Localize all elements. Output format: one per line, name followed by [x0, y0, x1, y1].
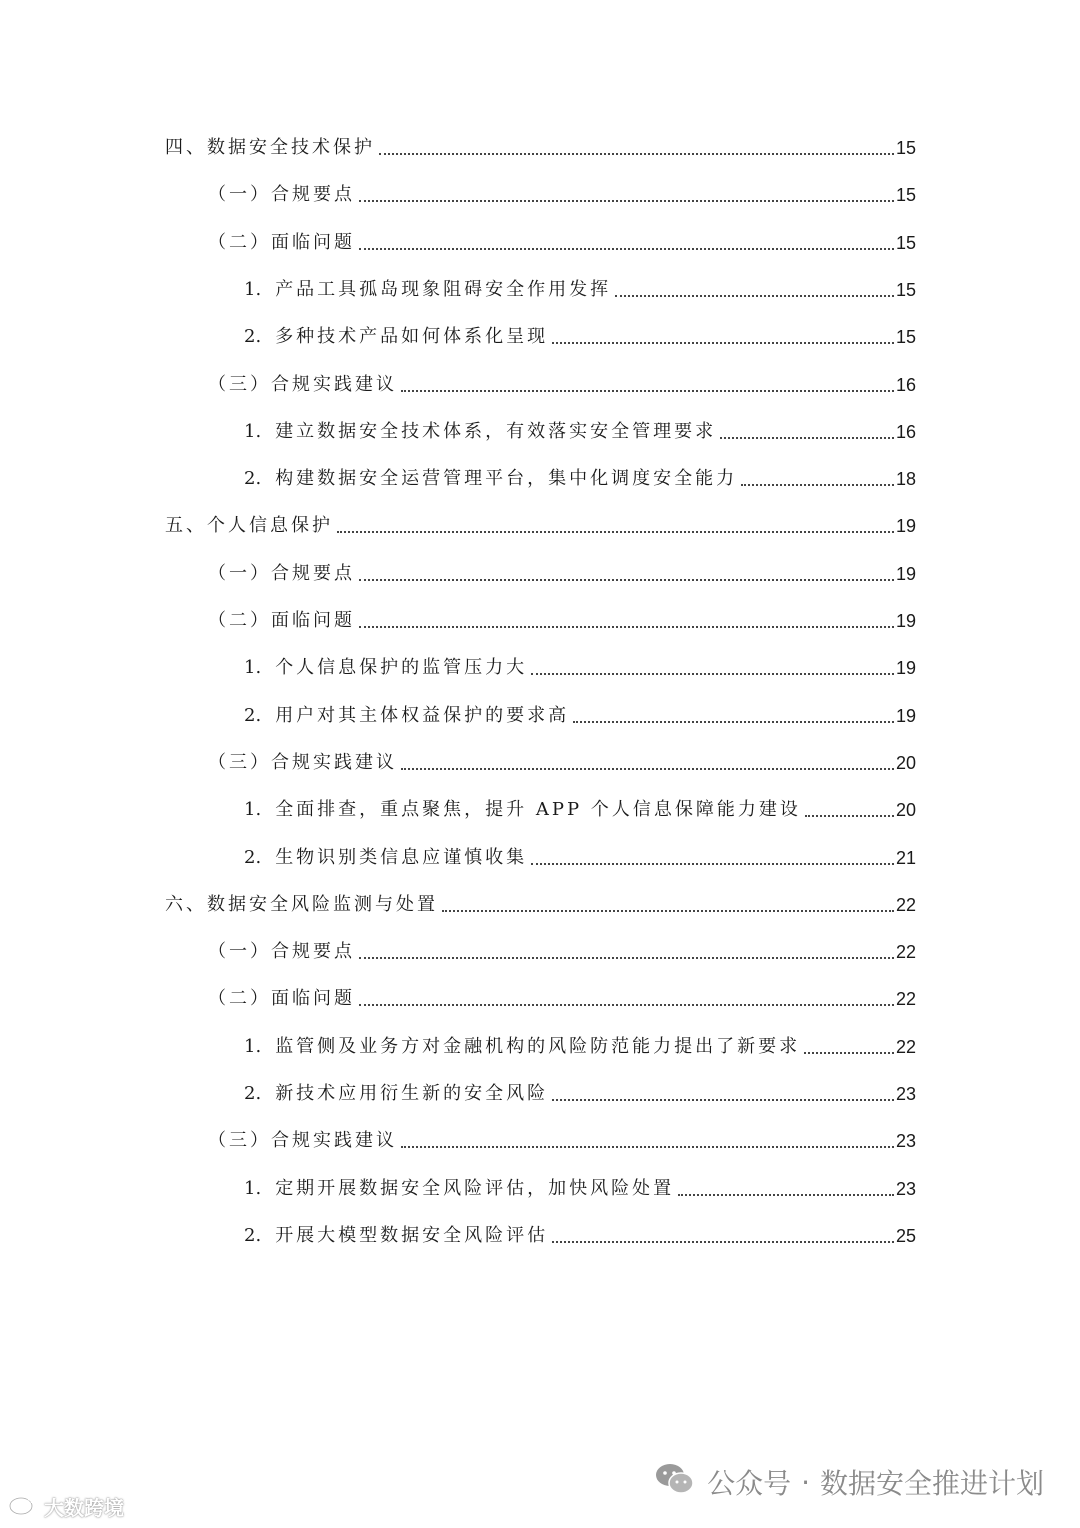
toc-entry-level-3[interactable]	[244, 1076, 916, 1106]
toc-entry-page-number: 16	[895, 422, 916, 442]
watermark-separator: ·	[801, 1465, 810, 1499]
toc-entry-page-number: 22	[895, 895, 916, 915]
toc-entry-level-1[interactable]	[165, 508, 916, 538]
watermark-right	[655, 1462, 1044, 1502]
toc-entry-page-number: 21	[895, 848, 916, 868]
toc-entry-level-3[interactable]	[244, 840, 916, 870]
toc-entry-level-2[interactable]	[208, 934, 916, 964]
toc-entry-level-1[interactable]	[165, 887, 916, 917]
toc-entry-title: （一）合规要点	[208, 184, 355, 205]
toc-entry-level-3[interactable]	[244, 319, 916, 349]
toc-entry-page-number: 22	[895, 1037, 916, 1057]
toc-entry-title: （三）合规实践建议	[208, 752, 397, 773]
toc-entry-level-2[interactable]	[208, 981, 916, 1011]
toc-entry-page-number: 22	[895, 989, 916, 1009]
toc-entry-page-number: 20	[895, 753, 916, 773]
toc-entry-number: 2.	[244, 326, 262, 347]
toc-entry-level-2[interactable]	[208, 225, 916, 255]
toc-entry-number: 2.	[244, 705, 262, 726]
weibo-logo-icon	[8, 1492, 38, 1521]
toc-entry-title: （二）面临问题	[208, 232, 355, 253]
toc-dot-leader	[552, 1099, 894, 1101]
toc-entry-title: 用户对其主体权益保护的要求高	[275, 705, 570, 726]
watermark-left-text: 大数跨境	[44, 1495, 124, 1520]
toc-entry-title: 五、个人信息保护	[165, 515, 333, 536]
toc-entry-title: 产品工具孤岛现象阻碍安全作用发挥	[275, 279, 612, 300]
toc-entry-level-2[interactable]	[208, 603, 916, 633]
toc-dot-leader	[379, 153, 894, 155]
toc-entry-level-3[interactable]	[244, 792, 916, 822]
toc-entry-level-3[interactable]	[244, 272, 916, 302]
toc-entry-title: 新技术应用衍生新的安全风险	[275, 1083, 549, 1104]
toc-entry-title: （一）合规要点	[208, 563, 355, 584]
toc-dot-leader	[720, 437, 894, 439]
toc-entry-title: （二）面临问题	[208, 610, 355, 631]
toc-dot-leader	[401, 1146, 894, 1148]
toc-entry-title: 全面排查，重点聚焦，提升 APP 个人信息保障能力建设	[275, 799, 801, 820]
toc-entry-title: 四、数据安全技术保护	[165, 137, 375, 158]
toc-entry-level-2[interactable]	[208, 177, 916, 207]
toc-entry-number: 2.	[244, 1225, 262, 1246]
toc-entry-title: 多种技术产品如何体系化呈现	[275, 326, 549, 347]
toc-entry-page-number: 15	[895, 280, 916, 300]
toc-dot-leader	[552, 1241, 894, 1243]
toc-dot-leader	[359, 1004, 894, 1006]
toc-entry-page-number: 16	[895, 375, 916, 395]
toc-entry-number: 1.	[244, 421, 262, 442]
toc-dot-leader	[401, 768, 894, 770]
toc-dot-leader	[741, 484, 894, 486]
toc-entry-level-3[interactable]	[244, 1171, 916, 1201]
toc-entry-page-number: 20	[895, 800, 916, 820]
toc-dot-leader	[573, 721, 894, 723]
toc-entry-title: 定期开展数据安全风险评估，加快风险处置	[275, 1178, 675, 1199]
toc-entry-page-number: 22	[895, 942, 916, 962]
toc-entry-level-2[interactable]	[208, 367, 916, 397]
toc-entry-title: （一）合规要点	[208, 941, 355, 962]
toc-entry-level-3[interactable]	[244, 1218, 916, 1248]
toc-entry-level-3[interactable]	[244, 414, 916, 444]
toc-entry-page-number: 19	[895, 706, 916, 726]
toc-entry-page-number: 23	[895, 1084, 916, 1104]
toc-dot-leader	[359, 957, 894, 959]
watermark-left	[8, 1490, 124, 1522]
toc-entry-level-1[interactable]	[165, 130, 916, 160]
toc-dot-leader	[678, 1194, 894, 1196]
toc-entry-number: 1.	[244, 1178, 262, 1199]
toc-entry-title: 建立数据安全技术体系，有效落实安全管理要求	[275, 421, 717, 442]
toc-entry-title: 生物识别类信息应谨慎收集	[275, 847, 528, 868]
toc-dot-leader	[337, 531, 894, 533]
toc-entry-page-number: 19	[895, 516, 916, 536]
toc-entry-level-3[interactable]	[244, 698, 916, 728]
toc-entry-level-3[interactable]	[244, 650, 916, 680]
toc-entry-title: （二）面临问题	[208, 988, 355, 1009]
toc-entry-title: 监管侧及业务方对金融机构的风险防范能力提出了新要求	[275, 1036, 801, 1057]
toc-entry-title: 个人信息保护的监管压力大	[275, 657, 528, 678]
toc-dot-leader	[615, 295, 894, 297]
toc-entry-page-number: 19	[895, 564, 916, 584]
toc-entry-page-number: 15	[895, 327, 916, 347]
toc-entry-title: （三）合规实践建议	[208, 1130, 397, 1151]
toc-dot-leader	[401, 390, 894, 392]
toc-entry-title: 构建数据安全运营管理平台，集中化调度安全能力	[275, 468, 738, 489]
toc-entry-number: 1.	[244, 279, 262, 300]
toc-entry-level-2[interactable]	[208, 745, 916, 775]
toc-entry-level-3[interactable]	[244, 1029, 916, 1059]
toc-entry-title: （三）合规实践建议	[208, 374, 397, 395]
toc-dot-leader	[552, 342, 894, 344]
toc-entry-page-number: 15	[895, 233, 916, 253]
toc-entry-page-number: 19	[895, 658, 916, 678]
toc-entry-title: 开展大模型数据安全风险评估	[275, 1225, 549, 1246]
toc-dot-leader	[359, 200, 894, 202]
toc-entry-number: 1.	[244, 799, 262, 820]
toc-entry-page-number: 23	[895, 1179, 916, 1199]
toc-entry-page-number: 23	[895, 1131, 916, 1151]
toc-entry-page-number: 25	[895, 1226, 916, 1246]
toc-entry-level-2[interactable]	[208, 1123, 916, 1153]
toc-entry-number: 2.	[244, 468, 262, 489]
toc-dot-leader	[804, 1052, 894, 1054]
toc-entry-number: 2.	[244, 1083, 262, 1104]
toc-dot-leader	[531, 863, 894, 865]
toc-dot-leader	[359, 248, 894, 250]
toc-entry-number: 2.	[244, 847, 262, 868]
toc-dot-leader	[359, 579, 894, 581]
toc-entry-level-2[interactable]	[208, 556, 916, 586]
toc-dot-leader	[805, 815, 894, 817]
toc-entry-level-3[interactable]	[244, 461, 916, 491]
watermark-prefix: 公众号	[707, 1467, 792, 1500]
toc-entry-title: 六、数据安全风险监测与处置	[165, 894, 438, 915]
watermark-name: 数据安全推进计划	[819, 1467, 1044, 1500]
toc-entry-number: 1.	[244, 657, 262, 678]
toc-entry-page-number: 15	[895, 185, 916, 205]
toc-entry-number: 1.	[244, 1036, 262, 1057]
toc-entry-page-number: 15	[895, 138, 916, 158]
toc-entry-page-number: 19	[895, 611, 916, 631]
toc-entry-page-number: 18	[895, 469, 916, 489]
wechat-logo-icon	[655, 1462, 695, 1503]
toc-dot-leader	[442, 910, 894, 912]
toc-dot-leader	[359, 626, 894, 628]
toc-dot-leader	[531, 673, 894, 675]
